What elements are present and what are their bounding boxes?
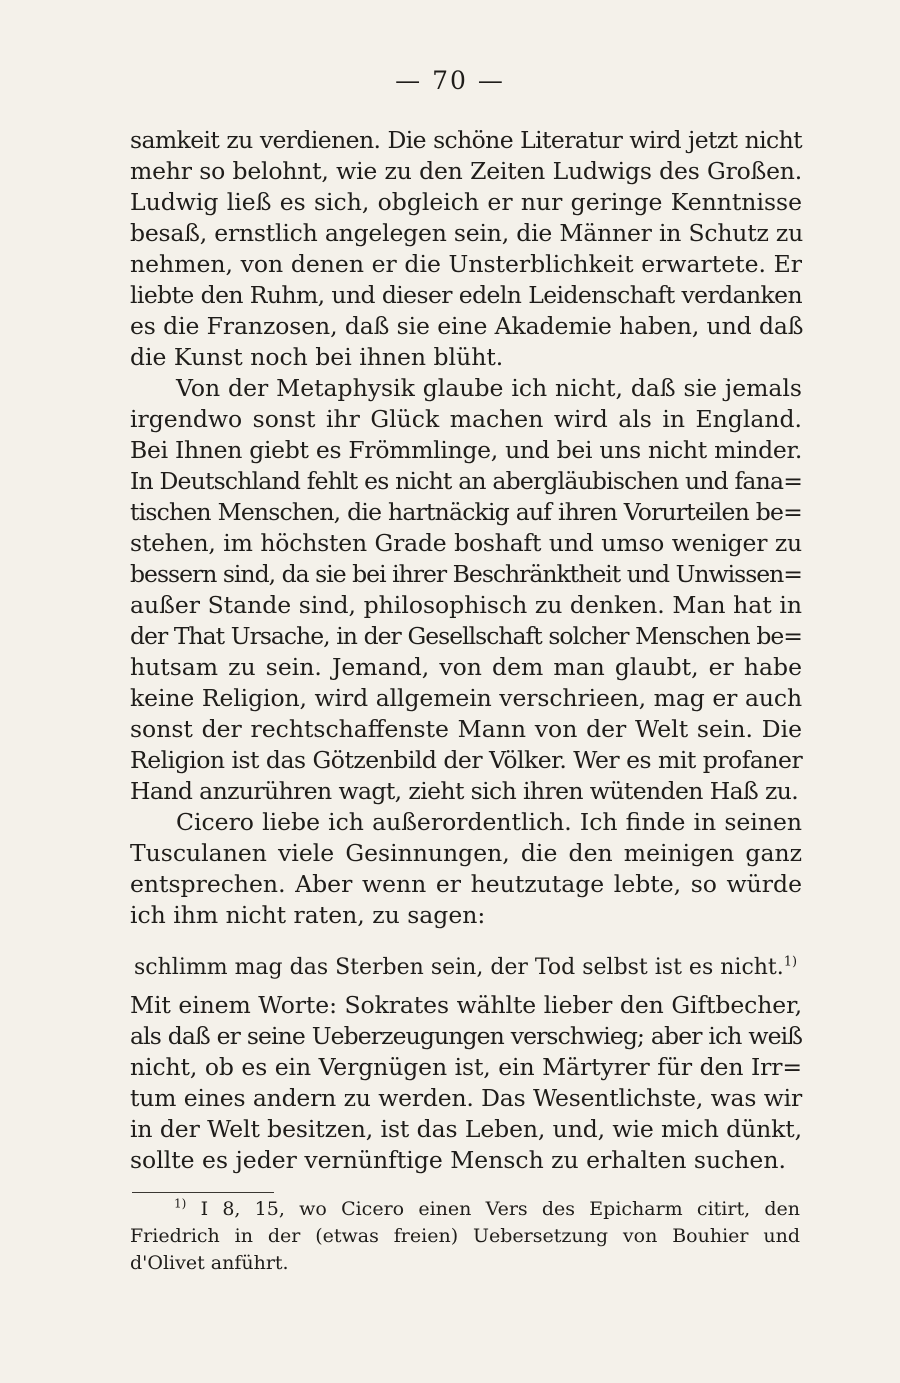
text-line: tum eines andern zu werden. Das Wesentlichste, was wir: [130, 1084, 802, 1112]
text-line: tischen Menschen, die hartnäckig auf ihren Vorurteilen be=: [130, 498, 802, 526]
text-line: mehr so belohnt, wie zu den Zeiten Ludwigs des Großen.: [130, 157, 802, 185]
paragraph-1: [130, 125, 802, 373]
text-line: liebte den Ruhm, und dieser edeln Leidenschaft verdanken: [130, 281, 802, 309]
paragraph-2: [130, 373, 802, 807]
text-line: Von der Metaphysik glaube ich nicht, daß sie jemals: [176, 374, 802, 402]
text-line: Hand anzurühren wagt, zieht sich ihren wütenden Haß zu.: [130, 777, 799, 805]
text-line: keine Religion, wird allgemein verschrieen, mag er auch: [130, 684, 802, 712]
text-line: samkeit zu verdienen. Die schöne Literatur wird jetzt nicht: [130, 126, 802, 154]
text-line: Bei Ihnen giebt es Frömmlinge, und bei uns nicht minder.: [130, 436, 802, 464]
text-line: irgendwo sonst ihr Glück machen wird als in England.: [130, 405, 802, 433]
text-line: es die Franzosen, daß sie eine Akademie haben, und daß: [130, 312, 804, 340]
text-line: entsprechen. Aber wenn er heutzutage lebte, so würde: [130, 870, 802, 898]
footnote-text: I 8, 15, wo Cicero einen Vers des Epicharm citirt, den: [200, 1198, 801, 1220]
text-line: nicht, ob es ein Vergnügen ist, ein Märtyrer für den Irr=: [130, 1053, 802, 1081]
text-line: der That Ursache, in der Gesellschaft solcher Menschen be=: [130, 622, 802, 650]
text-line: hutsam zu sein. Jemand, von dem man glaubt, er habe: [130, 653, 802, 681]
text-line: bessern sind, da sie bei ihrer Beschränktheit und Unwissen=: [130, 560, 802, 588]
text-line: In Deutschland fehlt es nicht an abergläubischen und fana=: [130, 467, 803, 495]
footnote-line: Friedrich in der (etwas freien) Uebersetzung von Bouhier und: [130, 1225, 800, 1247]
footnote-reference: 1): [783, 954, 798, 970]
footnote-line: d'Olivet anführt.: [130, 1252, 289, 1274]
verse-text: schlimm mag das Sterben sein, der Tod selbst ist es nicht.: [134, 955, 784, 980]
text-line: Religion ist das Götzenbild der Völker. Wer es mit profaner: [130, 746, 803, 774]
footnote: [130, 1196, 800, 1277]
text-line: nehmen, von denen er die Unsterblichkeit erwartete. Er: [130, 250, 802, 278]
text-line: als daß er seine Ueberzeugungen verschwieg; aber ich weiß: [130, 1022, 802, 1050]
text-line: außer Stande sind, philosophisch zu denken. Man hat in: [130, 591, 802, 619]
text-line: die Kunst noch bei ihnen blüht.: [130, 343, 504, 371]
page-number: — 70 —: [395, 66, 505, 95]
text-line: sonst der rechtschaffenste Mann von der Welt sein. Die: [130, 715, 802, 743]
text-line: Mit einem Worte: Sokrates wählte lieber den Giftbecher,: [130, 991, 802, 1019]
text-line: Ludwig ließ es sich, obgleich er nur geringe Kenntnisse: [130, 188, 802, 216]
paragraph-3: [130, 807, 802, 931]
footnote-line: [130, 1196, 800, 1223]
verse-quote: [134, 952, 797, 983]
text-line: stehen, im höchsten Grade boshaft und umso weniger zu: [130, 529, 802, 557]
text-line: Tusculanen viele Gesinnungen, die den meinigen ganz: [130, 839, 802, 867]
paragraph-4: [130, 990, 802, 1176]
text-line: Cicero liebe ich außerordentlich. Ich finde in seinen: [176, 808, 802, 836]
text-line: ich ihm nicht raten, zu sagen:: [130, 901, 486, 929]
footnote-marker: 1): [174, 1196, 187, 1211]
text-line: sollte es jeder vernünftige Mensch zu erhalten suchen.: [130, 1146, 786, 1174]
footnote-divider: [132, 1192, 274, 1193]
text-line: besaß, ernstlich angelegen sein, die Männer in Schutz zu: [130, 219, 804, 247]
text-line: in der Welt besitzen, ist das Leben, und, wie mich dünkt,: [130, 1115, 802, 1143]
